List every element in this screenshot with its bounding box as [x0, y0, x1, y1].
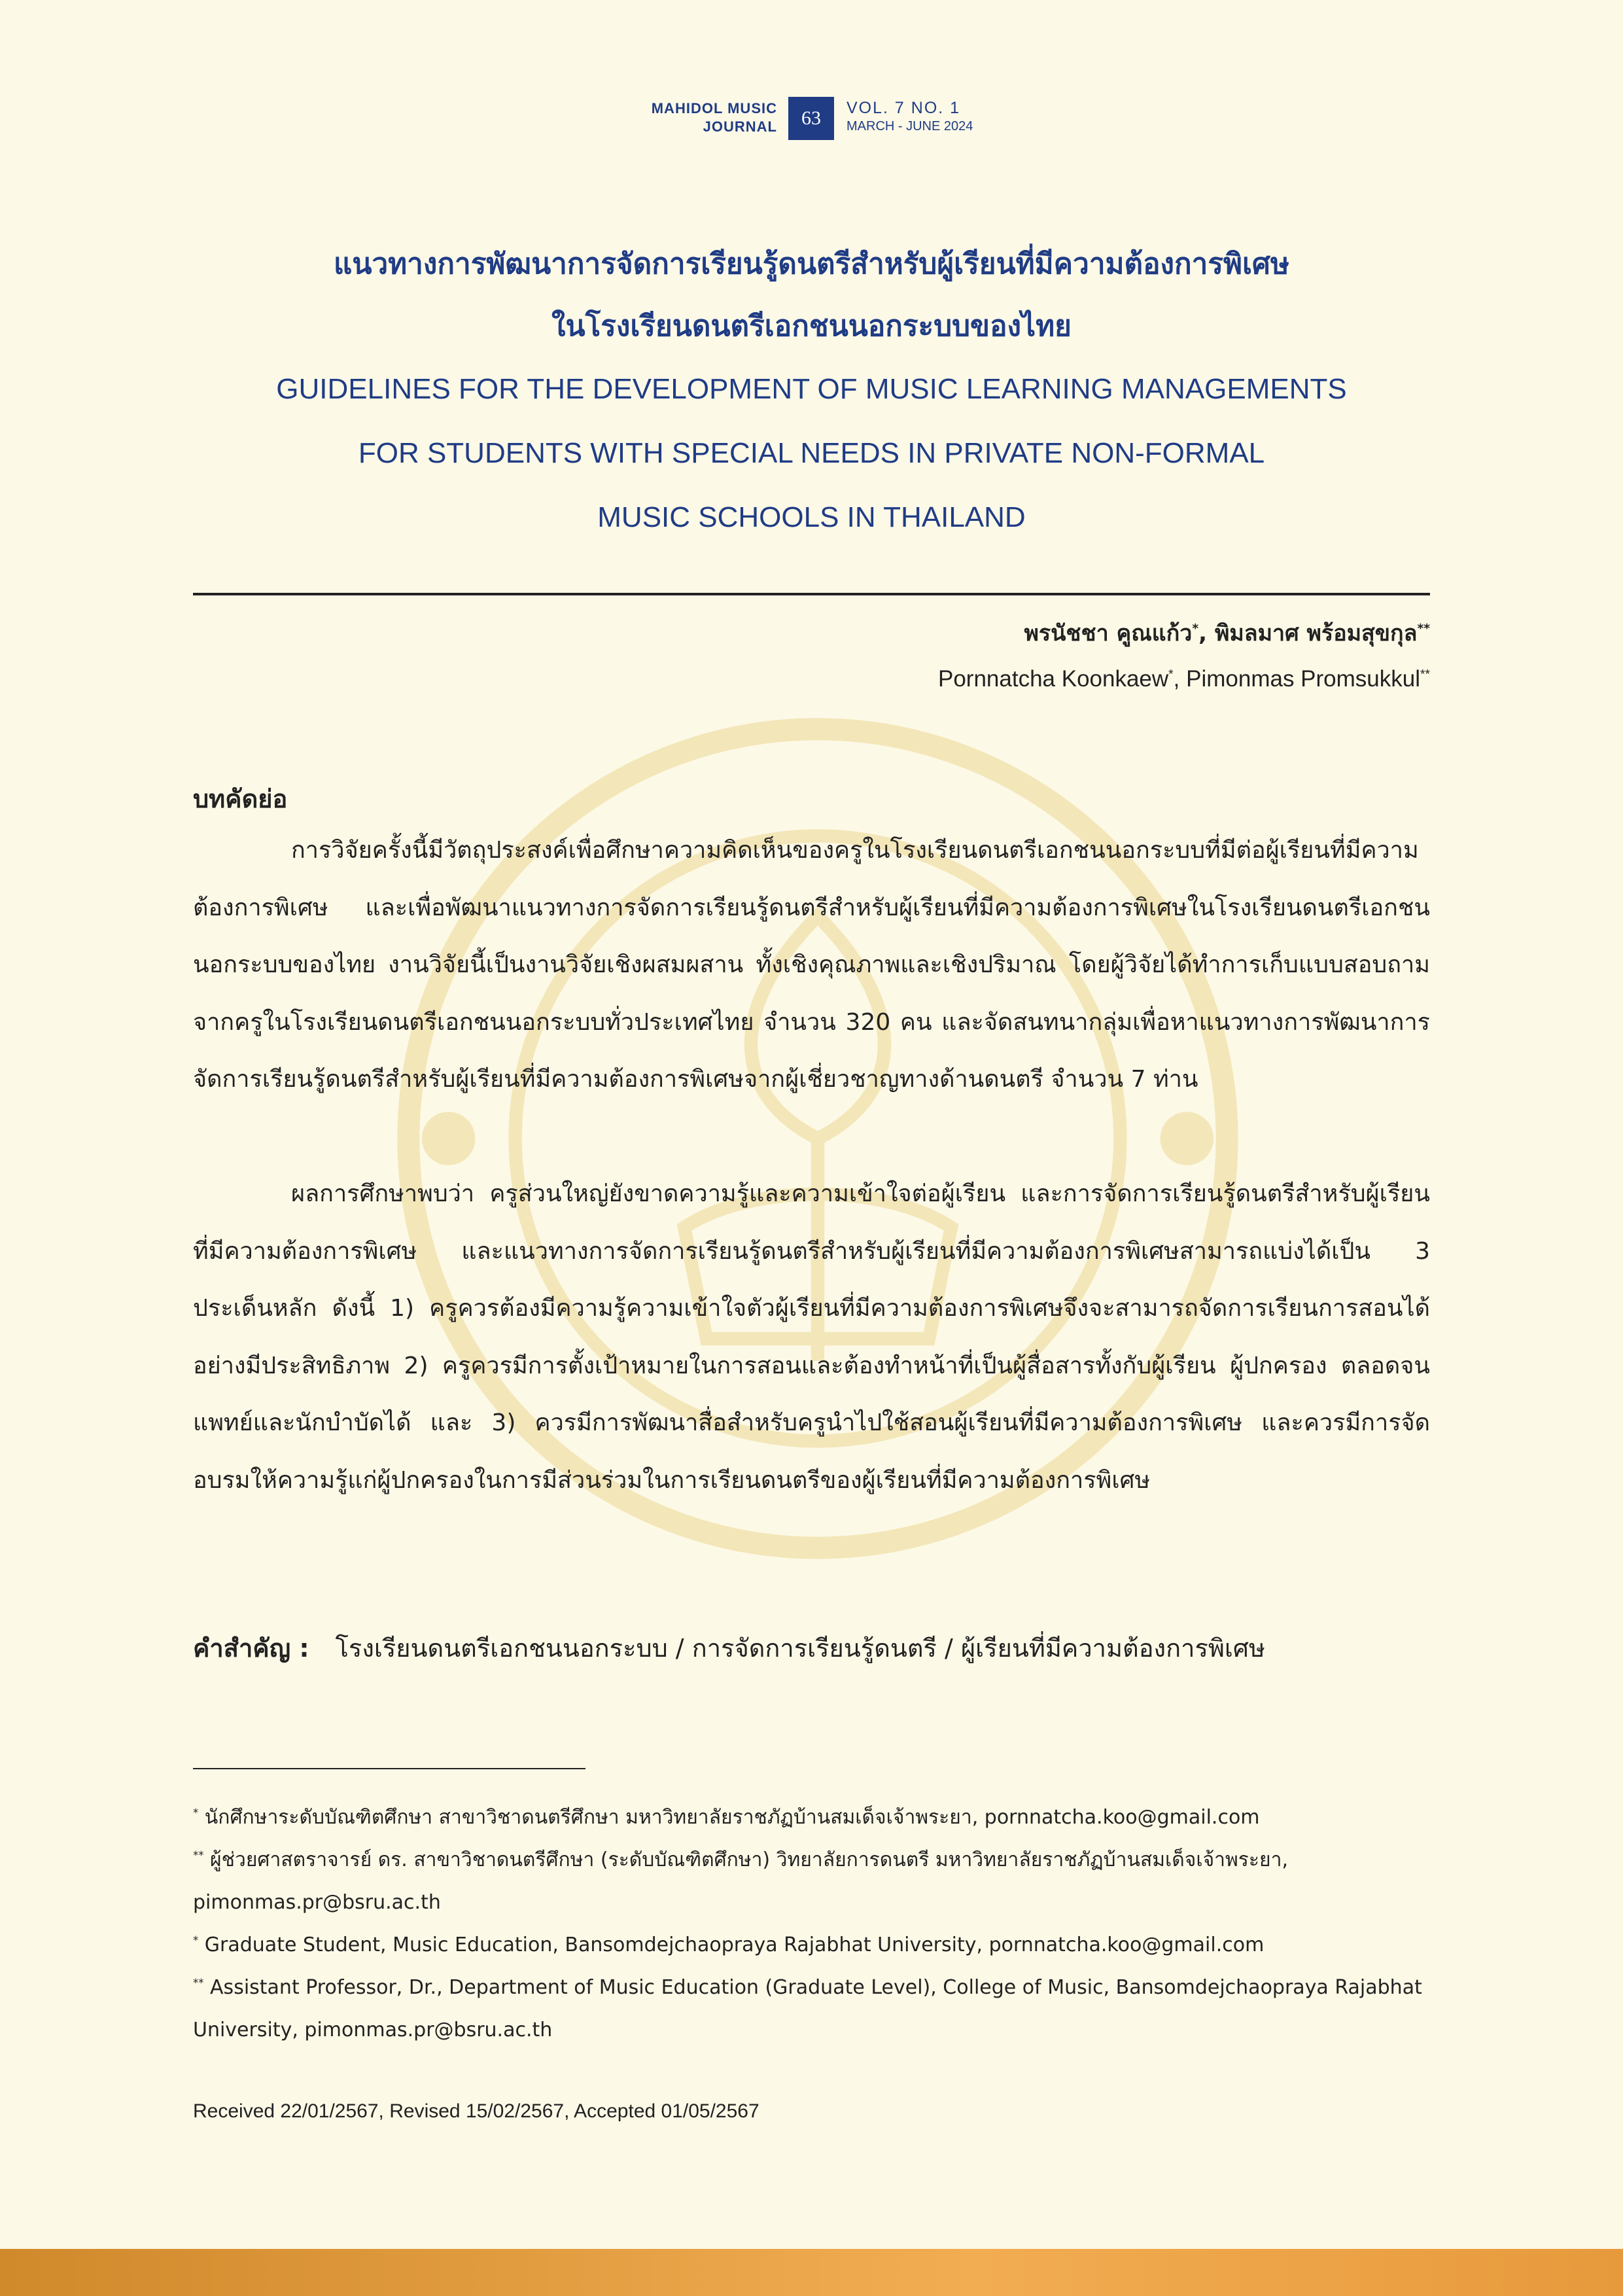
footnote-4	[193, 1966, 1430, 2051]
title-en-line1: GUIDELINES FOR THE DEVELOPMENT OF MUSIC LEARNING MANAGEMENTS	[276, 373, 1347, 405]
keywords-label: คำสำคัญ :	[193, 1634, 309, 1663]
title-th-line2: ในโรงเรียนดนตรีเอกชนนอกระบบของไทย	[551, 309, 1072, 343]
journal-name-line1: MAHIDOL MUSIC	[651, 100, 777, 116]
journal-name-line2: JOURNAL	[703, 118, 777, 135]
author1-th-mark: *	[1192, 622, 1199, 636]
author2-th-mark: **	[1417, 622, 1430, 636]
title-en-line2: FOR STUDENTS WITH SPECIAL NEEDS IN PRIVATE NON-FORMAL	[358, 437, 1265, 469]
author2-en-mark: **	[1420, 667, 1430, 682]
page-number: 63	[788, 97, 834, 140]
footnote-2-mark: **	[193, 1849, 204, 1862]
footnote-3	[193, 1924, 1430, 1966]
abstract-paragraph-2: ผลการศึกษาพบว่า ครูส่วนใหญ่ยังขาดความรู้และความเข้าใจต่อผู้เรียน และการจัดการเรียนรู้ดนตรีสำหรับผู้เรียนที่มีความต้องการพิเศษ และแนวทางการจัดการเรียนรู้ดนตรีสำหรับผู้เรียนที่มีความต้องการพิเศษสามารถแบ่งได้เป็น 3 ประเด็นหลัก ดังนี้ 1) ครูควรต้องมีความรู้ความเข้าใจตัวผู้เรียนที่มีความต้องการพิเศษจึงจะสามารถจัดการเรียนการสอนได้อย่างมีประสิทธิภาพ 2) ครูควรมีการตั้งเป้าหมายในการสอนและต้องทำหน้าที่เป็นผู้สื่อสารทั้งกับผู้เรียน ผู้ปกครอง ตลอดจนแพทย์และนักบำบัดได้ และ 3) ควรมีการพัฒนาสื่อสำหรับครูนำไปใช้สอนผู้เรียนที่มีความต้องการพิเศษ และควรมีการจัดอบรมให้ความรู้แก่ผู้ปกครองในการมีส่วนร่วมในการเรียนดนตรีของผู้เรียนที่มีความต้องการพิเศษ	[193, 1180, 1430, 1494]
authors-th-separator: ,	[1198, 620, 1215, 646]
title-divider	[193, 593, 1430, 595]
footnote-3-text: Graduate Student, Music Education, Bansomdejchaopraya Rajabhat University, pornnatcha.koo@gmail.com	[198, 1934, 1265, 1956]
author1-th: พรนัชชา คูณแก้ว	[1024, 620, 1193, 646]
footnote-4-text: Assistant Professor, Dr., Department of Music Education (Graduate Level), College of Music, Bansomdejchaopraya Rajabhat University, pimonmas.pr@bsru.ac.th	[193, 1976, 1422, 2041]
footnote-divider	[193, 1768, 585, 1769]
bottom-color-bar	[0, 2249, 1623, 2296]
footnote-1	[193, 1796, 1430, 1839]
author2-th: พิมลมาศ พร้อมสุขกุล	[1214, 620, 1418, 646]
footnote-3-mark: *	[193, 1934, 199, 1947]
footnote-2	[193, 1839, 1430, 1924]
abstract-paragraph-1: การวิจัยครั้งนี้มีวัตถุประสงค์เพื่อศึกษาความคิดเห็นของครูในโรงเรียนดนตรีเอกชนนอกระบบที่มีต่อผู้เรียนที่มีความต้องการพิเศษ และเพื่อพัฒนาแนวทางการจัดการเรียนรู้ดนตรีสำหรับผู้เรียนที่มีความต้องการพิเศษในโรงเรียนดนตรีเอกชนนอกระบบของไทย งานวิจัยนี้เป็นงานวิจัยเชิงผสมผสาน ทั้งเชิงคุณภาพและเชิงปริมาณ โดยผู้วิจัยได้ทำการเก็บแบบสอบถามจากครูในโรงเรียนดนตรีเอกชนนอกระบบทั่วประเทศไทย จำนวน 320 คน และจัดสนทนากลุ่มเพื่อหาแนวทางการพัฒนาการจัดการเรียนรู้ดนตรีสำหรับผู้เรียนที่มีความต้องการพิเศษจากผู้เชี่ยวชาญทางด้านดนตรี จำนวน 7 ท่าน	[193, 837, 1430, 1093]
issue-date: MARCH - JUNE 2024	[846, 119, 973, 133]
keywords-text: โรงเรียนดนตรีเอกชนนอกระบบ / การจัดการเรียนรู้ดนตรี / ผู้เรียนที่มีความต้องการพิเศษ	[335, 1634, 1266, 1663]
keywords	[193, 1628, 1265, 1668]
title-th-line1: แนวทางการพัฒนาการจัดการเรียนรู้ดนตรีสำหรับผู้เรียนที่มีความต้องการพิเศษ	[334, 247, 1289, 281]
received-dates: Received 22/01/2567, Revised 15/02/2567, Accepted 01/05/2567	[193, 2100, 759, 2122]
journal-volume	[846, 98, 973, 135]
title-en-line3: MUSIC SCHOOLS IN THAILAND	[597, 501, 1026, 533]
authors-en	[938, 666, 1430, 692]
journal-name	[652, 99, 777, 136]
author1-en: Pornnatcha Koonkaew	[937, 666, 1169, 692]
author1-en-mark: *	[1168, 667, 1174, 682]
authors-th	[1024, 615, 1431, 650]
abstract-heading: บทคัดย่อ	[193, 785, 288, 813]
authors-en-separator: ,	[1173, 666, 1187, 692]
footnote-1-text: นักศึกษาระดับบัณฑิตศึกษา สาขาวิชาดนตรีศึกษา มหาวิทยาลัยราชภัฏบ้านสมเด็จเจ้าพระยา, pornnatcha.koo@gmail.com	[198, 1806, 1260, 1829]
footnotes	[193, 1796, 1430, 2051]
footnote-1-mark: *	[193, 1807, 199, 1819]
volume-number: VOL. 7 NO. 1	[846, 99, 961, 117]
author2-en: Pimonmas Promsukkul	[1186, 666, 1421, 692]
journal-header	[0, 97, 1623, 143]
footnote-4-mark: **	[193, 1977, 204, 1989]
footnote-2-text: ผู้ช่วยศาสตราจารย์ ดร. สาขาวิชาดนตรีศึกษา (ระดับบัณฑิตศึกษา) วิทยาลัยการดนตรี มหาวิทยาลัยราชภัฏบ้านสมเด็จเจ้าพระยา, pimonmas.pr@bsru.ac.th	[193, 1848, 1288, 1914]
